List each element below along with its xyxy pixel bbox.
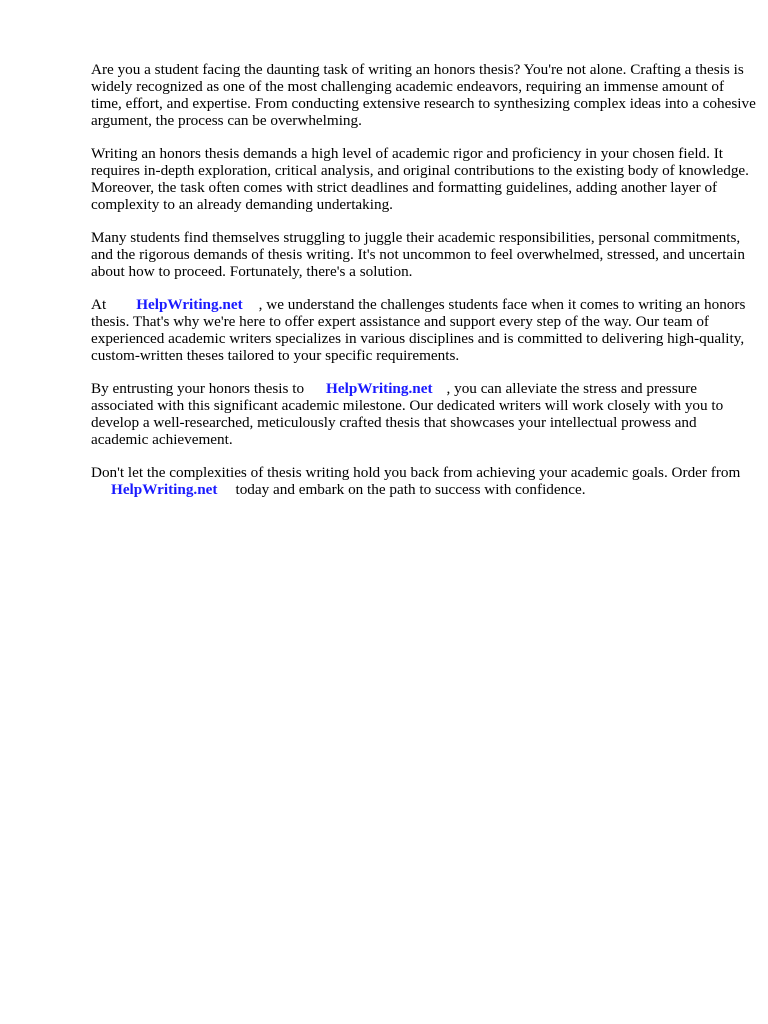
text-after-link: today and embark on the path to success with confidence.	[235, 481, 586, 498]
text-after-link: , we understand the challenges students face when it comes to writing an honors thesis. That's why we're here to offer expert assistance and support every step of the way. Our team of experienced academic writers specializes in various disciplines and is committed to delivering high-quality, custom-written theses tailored to your specific requirements.	[91, 296, 746, 364]
text-before-link: By entrusting your honors thesis to	[91, 380, 305, 397]
paragraph-at-helpwriting	[91, 296, 757, 364]
document-page	[91, 61, 757, 514]
paragraph-order	[91, 464, 757, 498]
text-before-link: Don't let the complexities of thesis writing hold you back from achieving your academic goals. Order from	[91, 464, 741, 481]
paragraph-entrusting	[91, 380, 757, 448]
paragraph-intro: Are you a student facing the daunting task of writing an honors thesis? You're not alone. Crafting a thesis is widely recognized as one of the most challenging academic endeavors, requiring an immense amount of time, effort, and expertise. From conducting extensive research to synthesizing complex ideas into a cohesive argument, the process can be overwhelming.	[91, 61, 756, 129]
helpwriting-link[interactable]: HelpWriting.net	[111, 481, 218, 498]
helpwriting-link[interactable]: HelpWriting.net	[326, 380, 433, 397]
text-before-link: At	[91, 296, 107, 313]
paragraph-struggle: Many students find themselves struggling to juggle their academic responsibilities, personal commitments, and the rigorous demands of thesis writing. It's not uncommon to feel overwhelmed, stressed, and uncertain about how to proceed. Fortunately, there's a solution.	[91, 229, 745, 280]
helpwriting-link[interactable]: HelpWriting.net	[136, 296, 243, 313]
paragraph-rigor: Writing an honors thesis demands a high level of academic rigor and proficiency in your chosen field. It requires in-depth exploration, critical analysis, and original contributions to the existing body of knowledge. Moreover, the task often comes with strict deadlines and formatting guidelines, adding another layer of complexity to an already demanding undertaking.	[91, 145, 749, 213]
text-after-link: , you can alleviate the stress and pressure associated with this significant academic milestone. Our dedicated writers will work closely with you to develop a well-researched, meticulously crafted thesis that showcases your intellectual prowess and academic achievement.	[91, 380, 724, 448]
